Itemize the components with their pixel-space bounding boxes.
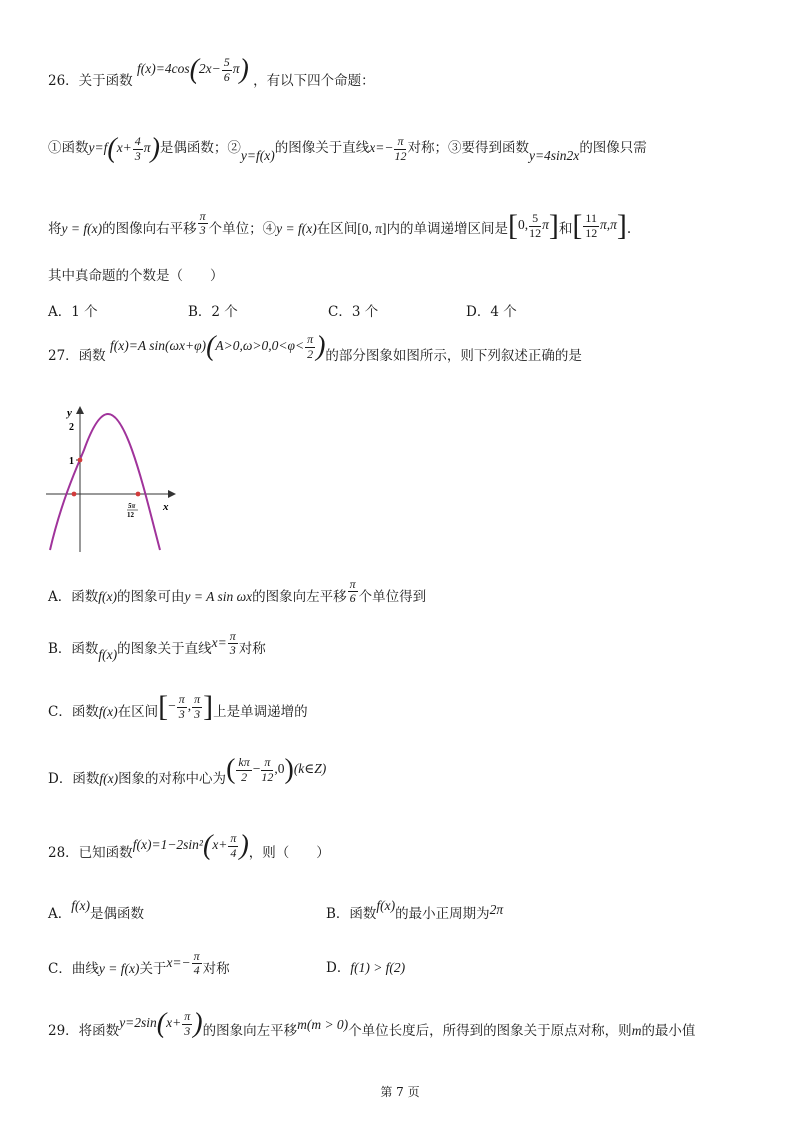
q29-function-formula: y=2sin(x+ $\frac{\pi}{3}$ )	[119, 1008, 203, 1039]
q27-option-a-f: f(x)	[98, 589, 117, 605]
q27-option-a-end: 个单位得到	[358, 589, 427, 606]
q26-option-c-text: C．3 个	[328, 304, 379, 320]
q29-mid: 的图象向左平移	[202, 1023, 298, 1040]
q26-proposition-row-2	[48, 208, 632, 245]
q27-option-c-end: 上是单调递增的	[213, 704, 308, 721]
q26-p1-pre: ①函数	[48, 140, 89, 157]
q27-option-b-f: f(x)	[98, 646, 118, 662]
q27-sine-curve	[50, 414, 160, 550]
q27-option-a-shift: $\frac{\pi}{6}$	[349, 577, 356, 606]
q27-x-axis-label: x	[163, 501, 169, 513]
q26-p2-line: x=− $\frac{\pi}{12}$	[369, 134, 407, 163]
q27-x-axis-arrow	[168, 490, 176, 498]
q26-p3-shift: $\frac{\pi}{3}$	[199, 208, 206, 238]
q28-option-c-mid: 关于	[139, 960, 167, 977]
q27-option-d-center: ( $\frac{k\pi}{2}$ − $\frac{\pi}{12}$ ,0)(k∈Z)	[226, 754, 327, 785]
q27-tick-y1: 1	[69, 456, 74, 467]
q29-label: 29．将函数	[48, 1023, 120, 1040]
q27-option-c-label: C．函数	[48, 704, 99, 721]
q26-option-b	[188, 300, 238, 320]
q26-p3-pre: 将	[48, 221, 62, 238]
q27-option-a-mid: 的图象可由	[116, 589, 185, 606]
q27-option-d-f: f(x)	[99, 771, 119, 787]
q27-option-a-label: A．函数	[48, 589, 99, 606]
q27-function-formula: f(x)=A sin(ωx+φ)(A>0,ω>0,0<φ< $\frac{\pi}{2}$ )	[109, 331, 326, 362]
q27-option-c	[48, 690, 308, 728]
q26-p4-interval: [0, π]	[357, 221, 387, 237]
q29-stem	[48, 1008, 696, 1046]
q26-stem	[48, 54, 375, 96]
q27-option-d-mid: 图象的对称中心为	[118, 771, 227, 788]
q27-label: 27．函数	[48, 348, 106, 365]
q28-option-d-label: D．	[326, 960, 351, 976]
q26-option-a-text: A．1 个	[48, 304, 98, 320]
q26-option-b-text: B．2 个	[188, 304, 238, 320]
q26-p3-post: 的图像只需	[579, 140, 647, 157]
q27-option-d-label: D．函数	[48, 771, 100, 788]
q26-p2-end: 对称；③要得到函数	[407, 140, 529, 157]
q28-option-b	[326, 898, 504, 922]
q28-option-b-mid: 的最小正周期为	[395, 906, 490, 922]
q28-option-c-end: 对称	[202, 960, 230, 977]
q28-function-formula: f(x)=1−2sin²(x+ $\frac{\pi}{4}$ )	[132, 830, 249, 861]
q26-function-formula: f(x)=4cos(2x− $\frac{5}{6}$ π)	[136, 54, 249, 85]
q29-tail: 个单位长度后，所得到的图象关于原点对称，则	[348, 1023, 632, 1040]
q26-p3-f: y = f(x)	[61, 221, 103, 237]
q26-p1-post: 是偶函数；②	[159, 140, 241, 157]
q27-option-a-g: y = A sin ωx	[184, 589, 253, 605]
q27-tail: 的部分图象如图所示，则下列叙述正确的是	[325, 348, 582, 365]
q26-p4-and: 和	[558, 221, 573, 238]
q28-option-a	[48, 898, 144, 922]
q27-y-axis-label: y	[67, 407, 72, 419]
q26-prompt-text: 其中真命题的个数是（ ）	[48, 268, 224, 284]
q26-p4-end: .	[626, 221, 632, 238]
q28-option-c-line: x=− $\frac{\pi}{4}$	[166, 949, 200, 978]
q27-tick-x: 5π	[128, 502, 136, 510]
q28-option-b-label: B．函数	[326, 906, 377, 922]
q28-option-c-label: C．曲线	[48, 960, 99, 977]
q27-option-b-end: 对称	[238, 640, 266, 657]
q26-option-c	[328, 300, 378, 320]
q26-option-a	[48, 300, 98, 320]
q29-m: m(m > 0)	[297, 1017, 349, 1033]
q27-option-b-line: x= $\frac{\pi}{3}$	[211, 629, 236, 658]
q26-p4-f: y = f(x)	[276, 221, 317, 237]
page-number: 第 7 页	[380, 1085, 420, 1099]
q26-p4-post: 内的单调递增区间是	[386, 221, 509, 238]
q26-option-d	[466, 300, 517, 320]
q26-p4-interval-2: [ $\frac{11}{12}$ π,π]	[572, 209, 627, 242]
q28-option-c-f: y = f(x)	[98, 960, 140, 976]
q26-p2-formula: y=f(x)	[240, 148, 275, 164]
q27-point-right-zero	[136, 492, 141, 497]
q27-option-d	[48, 754, 327, 794]
q26-prompt	[48, 270, 224, 284]
q28-option-b-f: f(x)	[376, 898, 396, 913]
q28-option-d	[326, 956, 405, 976]
q26-p2-post: 的图像关于直线	[274, 140, 370, 157]
q26-p3-unit: 个单位；④	[208, 221, 277, 238]
q28-option-a-f: f(x)	[71, 898, 90, 913]
q27-stem	[48, 331, 582, 371]
q27-option-b	[48, 629, 266, 663]
q28-tail: ，则（ ）	[248, 845, 330, 862]
q26-label: 26．关于函数	[48, 73, 133, 90]
q27-option-b-mid: 的图象关于直线	[117, 640, 212, 657]
q26-p3-mid: 的图像向右平移	[102, 221, 197, 238]
q26-p3-formula: y=4sin2x	[528, 148, 580, 164]
q27-option-c-f: f(x)	[98, 704, 118, 720]
q28-option-c	[48, 949, 230, 983]
q27-option-c-interval: [− $\frac{\pi}{3}$ , $\frac{\pi}{3}$ ]	[158, 690, 214, 723]
q26-p4-interval-1: [0, $\frac{5}{12}$ π]	[508, 209, 559, 242]
q28-label: 28．已知函数	[48, 845, 133, 862]
q26-option-d-text: D．4 个	[466, 304, 517, 320]
q28-option-a-end: 是偶函数	[89, 906, 144, 922]
q27-option-a-mid2: 的图象向左平移	[252, 589, 347, 606]
q26-p4-mid: 在区间	[316, 221, 358, 238]
q28-option-b-value: 2π	[489, 902, 504, 917]
q27-y-axis-arrow	[76, 406, 84, 414]
q27-option-a	[48, 577, 427, 611]
q27-point-y-intercept	[78, 458, 83, 463]
q28-option-a-label: A．	[48, 906, 72, 922]
q29-m2: m	[631, 1023, 642, 1039]
q28-stem	[48, 830, 330, 868]
q27-tick-x-den: 12	[127, 511, 134, 519]
q27-graph	[46, 402, 186, 552]
q29-end: 的最小值	[641, 1023, 696, 1040]
q26-proposition-row-1	[48, 135, 647, 163]
q27-tick-y2: 2	[69, 422, 74, 433]
q28-option-d-math: f(1) > f(2)	[350, 960, 406, 975]
q26-p1-formula: y=f(x+ $\frac{4}{3}$ π)	[88, 133, 160, 164]
q27-option-c-mid: 在区间	[117, 704, 159, 721]
q26-tail: ，有以下四个命题：	[253, 73, 375, 90]
q27-point-left-zero	[72, 492, 77, 497]
q27-option-b-label: B．函数	[48, 640, 99, 657]
